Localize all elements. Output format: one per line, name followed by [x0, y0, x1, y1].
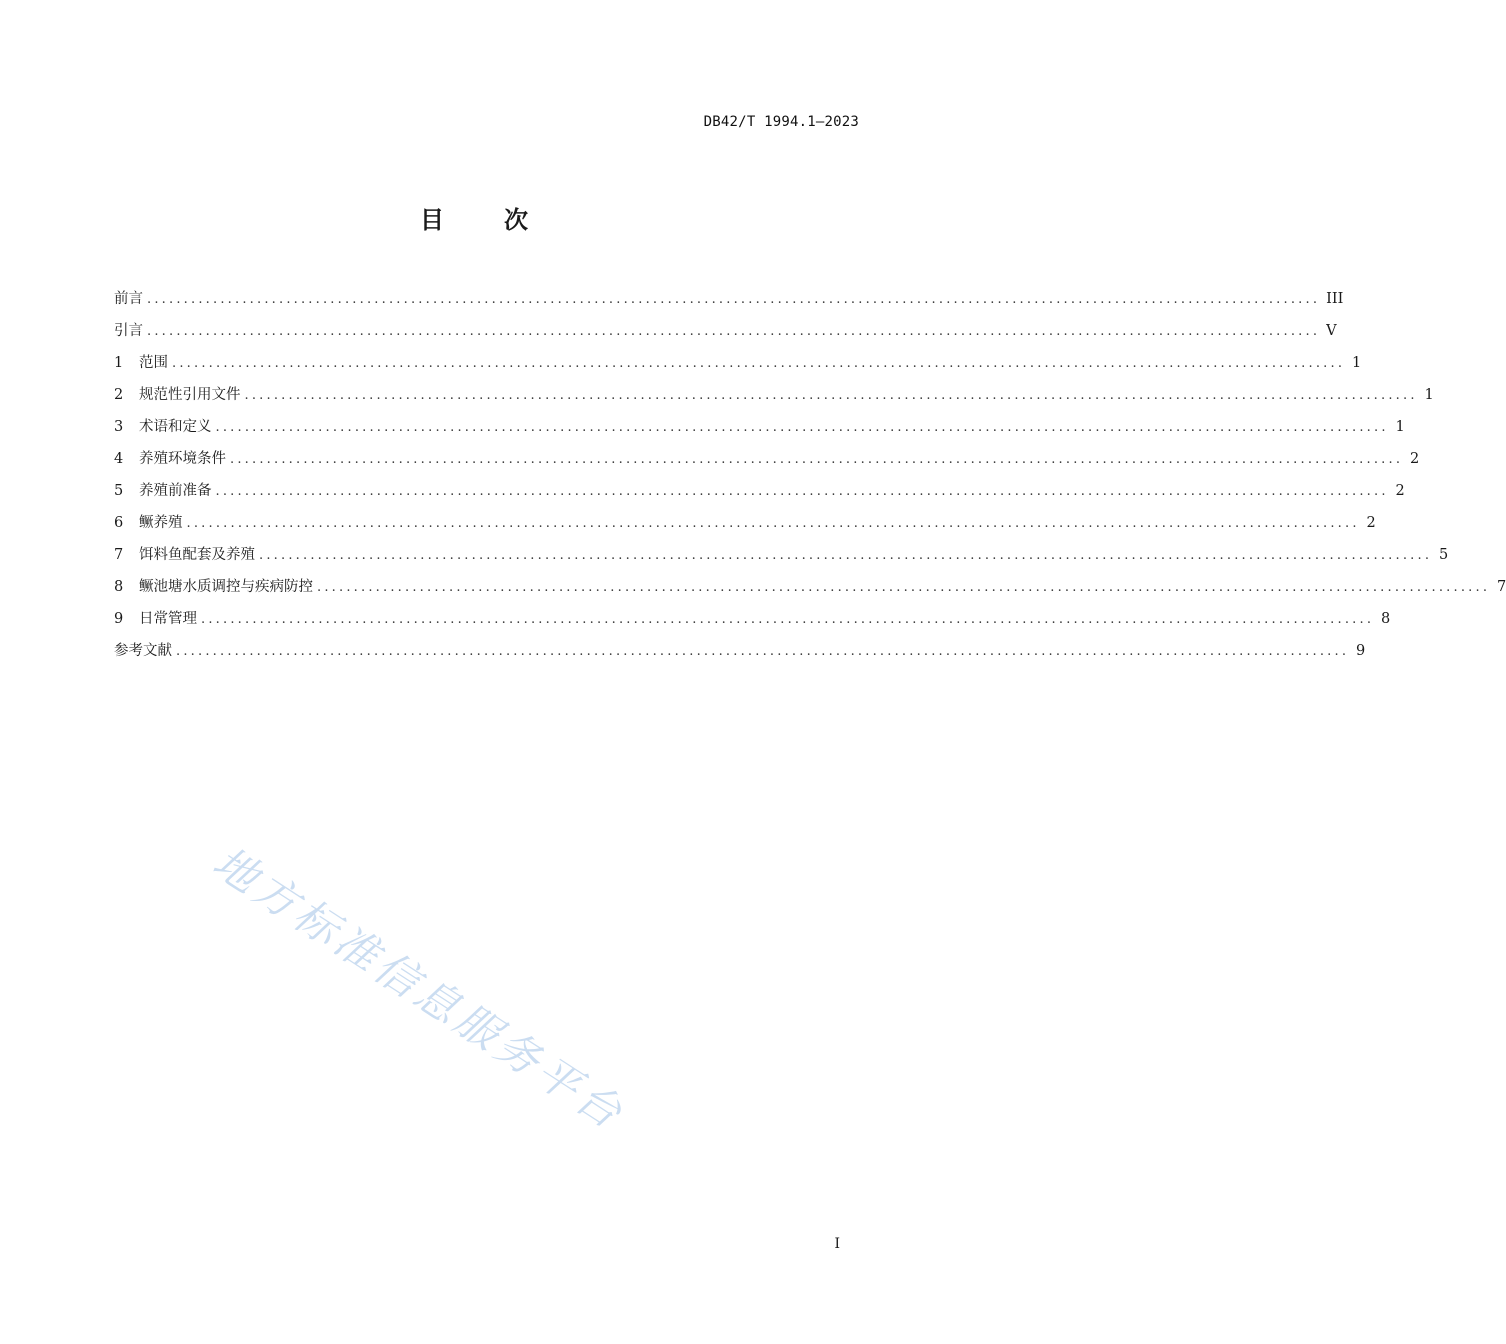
- toc-entry-page: III: [1326, 291, 1344, 307]
- toc-entry-9[interactable]: [114, 607, 1391, 639]
- toc-entry-label: 鳜池塘水质调控与疾病防控: [139, 579, 313, 595]
- toc-entry-page: 5: [1438, 547, 1449, 563]
- toc-entry-page: 9: [1355, 643, 1366, 659]
- toc-entry-label: 饵料鱼配套及养殖: [139, 547, 255, 563]
- toc-leader-dots: ................................................................................................................................................................: [230, 452, 1404, 467]
- toc-entry-page: 1: [1351, 355, 1362, 371]
- toc-entry-number: 4: [114, 451, 124, 467]
- toc-entry-6[interactable]: [114, 511, 1376, 543]
- toc-entry-page: 2: [1366, 515, 1376, 531]
- toc-entry-3[interactable]: [114, 415, 1405, 447]
- toc-entry-number: 6: [114, 515, 124, 531]
- toc-entry-introduction[interactable]: [114, 319, 1337, 351]
- toc-entry-8[interactable]: [114, 575, 1506, 607]
- toc-entry-label: 鳜养殖: [139, 515, 183, 531]
- watermark: 地方标准信息服务平台: [203, 837, 634, 1141]
- toc-entry-label: 参考文献: [114, 643, 172, 659]
- toc-leader-dots: ................................................................................................................................................................: [244, 388, 1418, 403]
- toc-leader-dots: ................................................................................................................................................................: [201, 612, 1375, 627]
- toc-entry-page: 1: [1424, 387, 1434, 403]
- toc-entry-label: 养殖环境条件: [139, 451, 226, 467]
- toc-entry-label: 引言: [114, 323, 143, 339]
- toc-entry-number: 3: [114, 419, 124, 435]
- toc-leader-dots: ................................................................................................................................................................: [176, 644, 1350, 659]
- title-part-2: 次: [504, 206, 530, 234]
- toc-leader-dots: ................................................................................................................................................................: [186, 516, 1360, 531]
- toc-entry-number: 1: [114, 355, 124, 371]
- toc-entry-page: V: [1326, 323, 1337, 339]
- toc-leader-dots: ................................................................................................................................................................: [172, 356, 1346, 371]
- toc-entry-references[interactable]: [114, 639, 1366, 671]
- toc-entry-page: 8: [1380, 611, 1391, 627]
- toc-leader-dots: ................................................................................................................................................................: [259, 548, 1433, 563]
- toc-entry-7[interactable]: [114, 543, 1449, 575]
- toc-leader-dots: ................................................................................................................................................................: [215, 420, 1389, 435]
- toc-entry-label: 养殖前准备: [139, 483, 212, 499]
- toc-entry-page: 2: [1395, 483, 1405, 499]
- toc-entry-number: 2: [114, 387, 124, 403]
- toc-entry-number: 9: [114, 611, 124, 627]
- toc-entry-page: 2: [1409, 451, 1420, 467]
- toc-entry-1[interactable]: [114, 351, 1362, 383]
- toc-entry-label: 规范性引用文件: [139, 387, 241, 403]
- toc-entry-label: 日常管理: [139, 611, 197, 627]
- toc-entry-number: 8: [114, 579, 124, 595]
- toc-entry-page: 1: [1395, 419, 1405, 435]
- toc-entry-number: 5: [114, 483, 124, 499]
- toc-entry-5[interactable]: [114, 479, 1405, 511]
- toc-entry-label: 前言: [114, 291, 143, 307]
- page-number: I: [834, 1236, 840, 1252]
- table-of-contents: [114, 287, 1506, 671]
- toc-leader-dots: ................................................................................................................................................................: [147, 324, 1321, 339]
- toc-leader-dots: ................................................................................................................................................................: [215, 484, 1389, 499]
- page-title: [0, 200, 950, 235]
- toc-entry-foreword[interactable]: [114, 287, 1344, 319]
- toc-leader-dots: ................................................................................................................................................................: [317, 580, 1491, 595]
- toc-entry-label: 范围: [139, 355, 168, 371]
- toc-entry-page: 7: [1496, 579, 1506, 595]
- title-part-1: 目: [420, 206, 446, 234]
- toc-entry-number: 7: [114, 547, 124, 563]
- toc-entry-4[interactable]: [114, 447, 1420, 479]
- toc-entry-label: 术语和定义: [139, 419, 212, 435]
- document-code: DB42/T 1994.1—2023: [703, 114, 859, 130]
- toc-entry-2[interactable]: [114, 383, 1434, 415]
- toc-leader-dots: ................................................................................................................................................................: [147, 292, 1321, 307]
